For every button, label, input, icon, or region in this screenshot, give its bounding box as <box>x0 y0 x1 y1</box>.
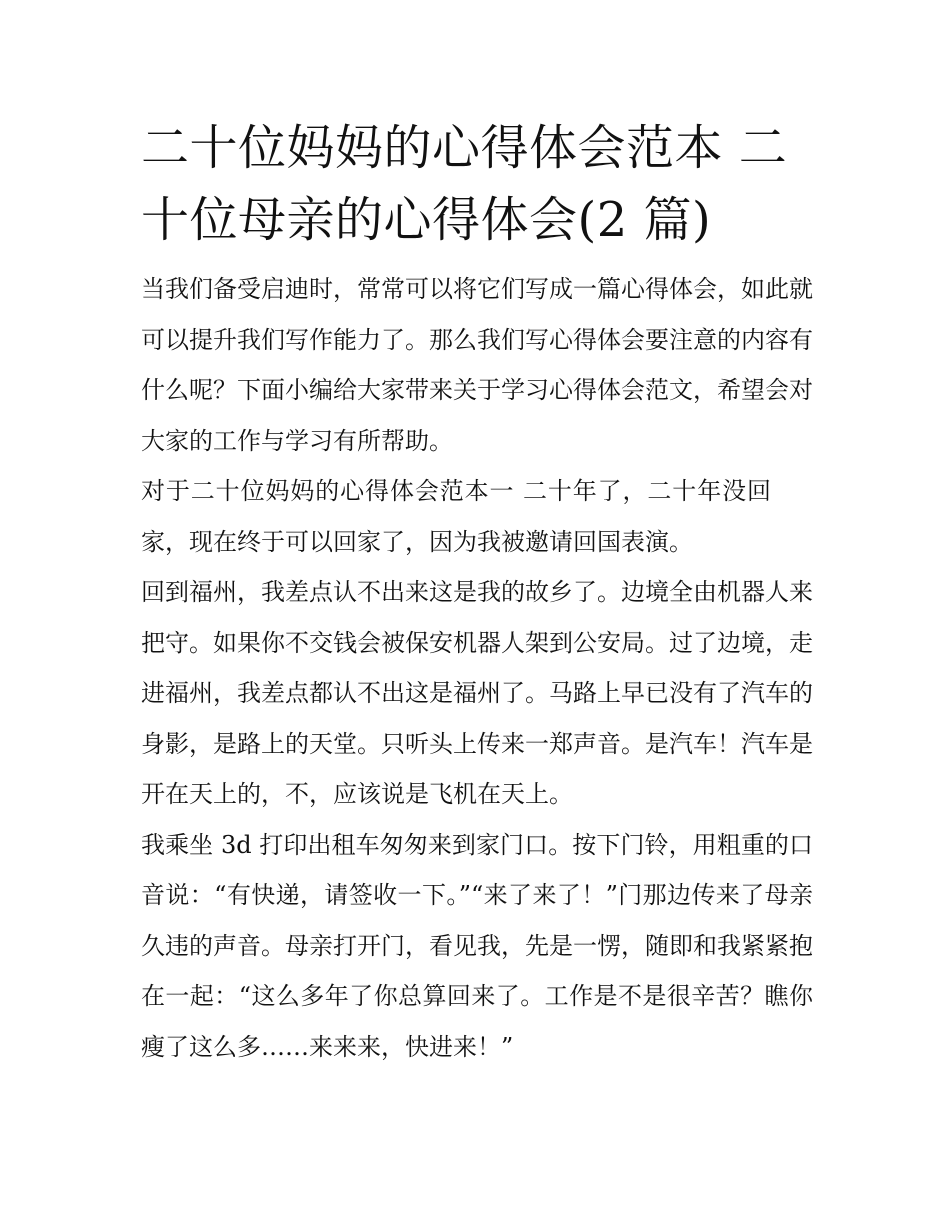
document-title: 二十位妈妈的心得体会范本 二十位母亲的心得体会(2 篇) <box>141 120 788 248</box>
document-page <box>141 112 813 1072</box>
paragraph-one: 对于二十位妈妈的心得体会范本一 二十年了，二十年没回家，现在终于可以回家了，因为我被邀请回国表演。 <box>141 477 771 556</box>
document-body <box>141 264 813 1072</box>
paragraph-intro: 当我们备受启迪时，常常可以将它们写成一篇心得体会，如此就可以提升我们写作能力了。那么我们写心得体会要注意的内容有什么呢？下面小编给大家带来关于学习心得体会范文，希望会对大家的工作与学习有所帮助。 <box>141 275 813 455</box>
paragraph-two: 回到福州，我差点认不出来这是我的故乡了。边境全由机器人来把守。如果你不交钱会被保安机器人架到公安局。过了边境，走进福州，我差点都认不出这是福州了。马路上早已没有了汽车的身影，是路上的天堂。只听头上传来一郑声音。是汽车！汽车是开在天上的，不，应该说是飞机在天上。 <box>141 578 813 808</box>
paragraph-three: 我乘坐 3d 打印出租车匆匆来到家门口。按下门铃，用粗重的口音说：“有快递，请签收一下。”“来了来了！”门那边传来了母亲久违的声音。母亲打开门，看见我，先是一愣，随即和我紧紧抱在一起：“这么多年了你总算回来了。工作是不是很辛苦？瞧你瘦了这么多……来来来，快进来！” <box>141 830 813 1061</box>
